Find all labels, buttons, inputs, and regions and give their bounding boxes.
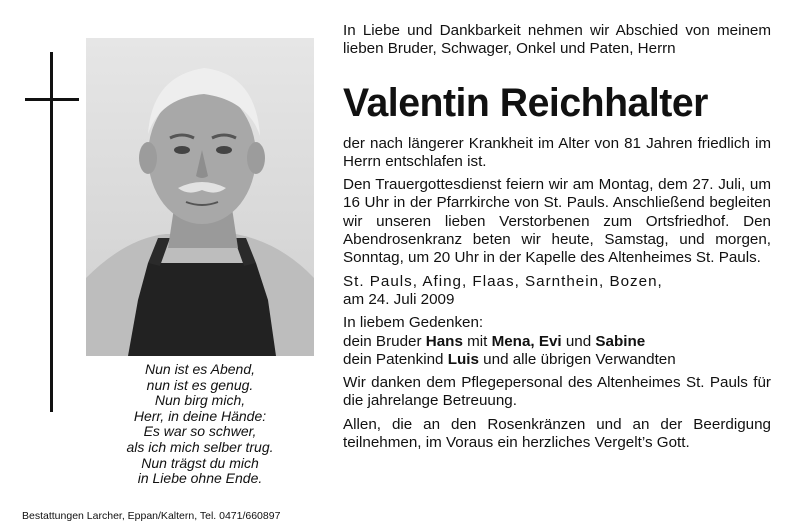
memory-heading: In liebem Gedenken: bbox=[343, 314, 484, 332]
poem-line: Herr, in deine Hände: bbox=[133, 407, 267, 424]
poem-line: nun ist es genug. bbox=[146, 376, 254, 393]
funeral-home-credit: Bestattungen Larcher, Eppan/Kaltern, Tel. 0471/660897 bbox=[22, 510, 281, 522]
poem-line: Es war so schwer, bbox=[143, 423, 257, 440]
date-text: am 24. Juli 2009 bbox=[343, 290, 455, 308]
poem-line: als ich mich selber trug. bbox=[126, 438, 274, 455]
thanks-text: Wir danken dem Pflegepersonal des Altenheimes St. Pauls für die jahrelange Betreuung. bbox=[343, 374, 771, 410]
relative-name: Hans bbox=[425, 332, 463, 350]
cross-icon-bar bbox=[25, 98, 79, 101]
cross-icon bbox=[50, 52, 53, 412]
poem bbox=[95, 362, 305, 487]
places-text: St. Pauls, Afing, Flaas, Sarnthein, Bozen, bbox=[343, 272, 663, 290]
poem-line: Nun birg mich, bbox=[154, 392, 246, 409]
portrait-image bbox=[86, 38, 314, 356]
memory-line-godchild bbox=[343, 351, 771, 369]
poem-line: Nun trägst du mich bbox=[141, 454, 259, 471]
funeral-text: Den Trauergottesdienst feiern wir am Montag, dem 27. Juli, um 16 Uhr in der Pfarrkirche von St. Pauls. Anschließend begleiten wir unseren lieben Verstorbenen zum Ortsfriedhof. Den Abendrosenkranz beten wir heute, Samstag, und morgen, Sonntag, um 20 Uhr in der Kapelle des Altenheimes St. Pauls. bbox=[343, 176, 771, 267]
memory-text: und bbox=[561, 332, 596, 350]
memory-text: und alle übrigen Verwandten bbox=[478, 350, 676, 368]
relative-name: Luis bbox=[447, 350, 479, 368]
relative-name: Sabine bbox=[595, 332, 646, 350]
poem-line: in Liebe ohne Ende. bbox=[137, 470, 263, 487]
poem-line: Nun ist es Abend, bbox=[145, 361, 255, 377]
obituary-text bbox=[343, 2, 771, 452]
relative-name: Mena, Evi bbox=[491, 332, 562, 350]
death-text: der nach längerer Krankheit im Alter von 81 Jahren friedlich im Herrn entschlafen ist. bbox=[343, 134, 771, 170]
intro-text: In Liebe und Dankbarkeit nehmen wir Abschied von meinem lieben Bruder, Schwager, Onkel und Paten, Herrn bbox=[343, 22, 771, 58]
memory-text: dein Patenkind bbox=[343, 350, 448, 368]
closing-text: Allen, die an den Rosenkränzen und an der Beerdigung teilnehmen, im Voraus ein herzliches Vergelt’s Gott. bbox=[343, 415, 771, 452]
deceased-name: Valentin Reichhalter bbox=[343, 80, 708, 125]
memory-text: mit bbox=[462, 332, 492, 350]
memory-line-siblings bbox=[343, 333, 771, 351]
portrait-photo bbox=[86, 38, 314, 356]
memory-text: dein Bruder bbox=[343, 332, 426, 350]
